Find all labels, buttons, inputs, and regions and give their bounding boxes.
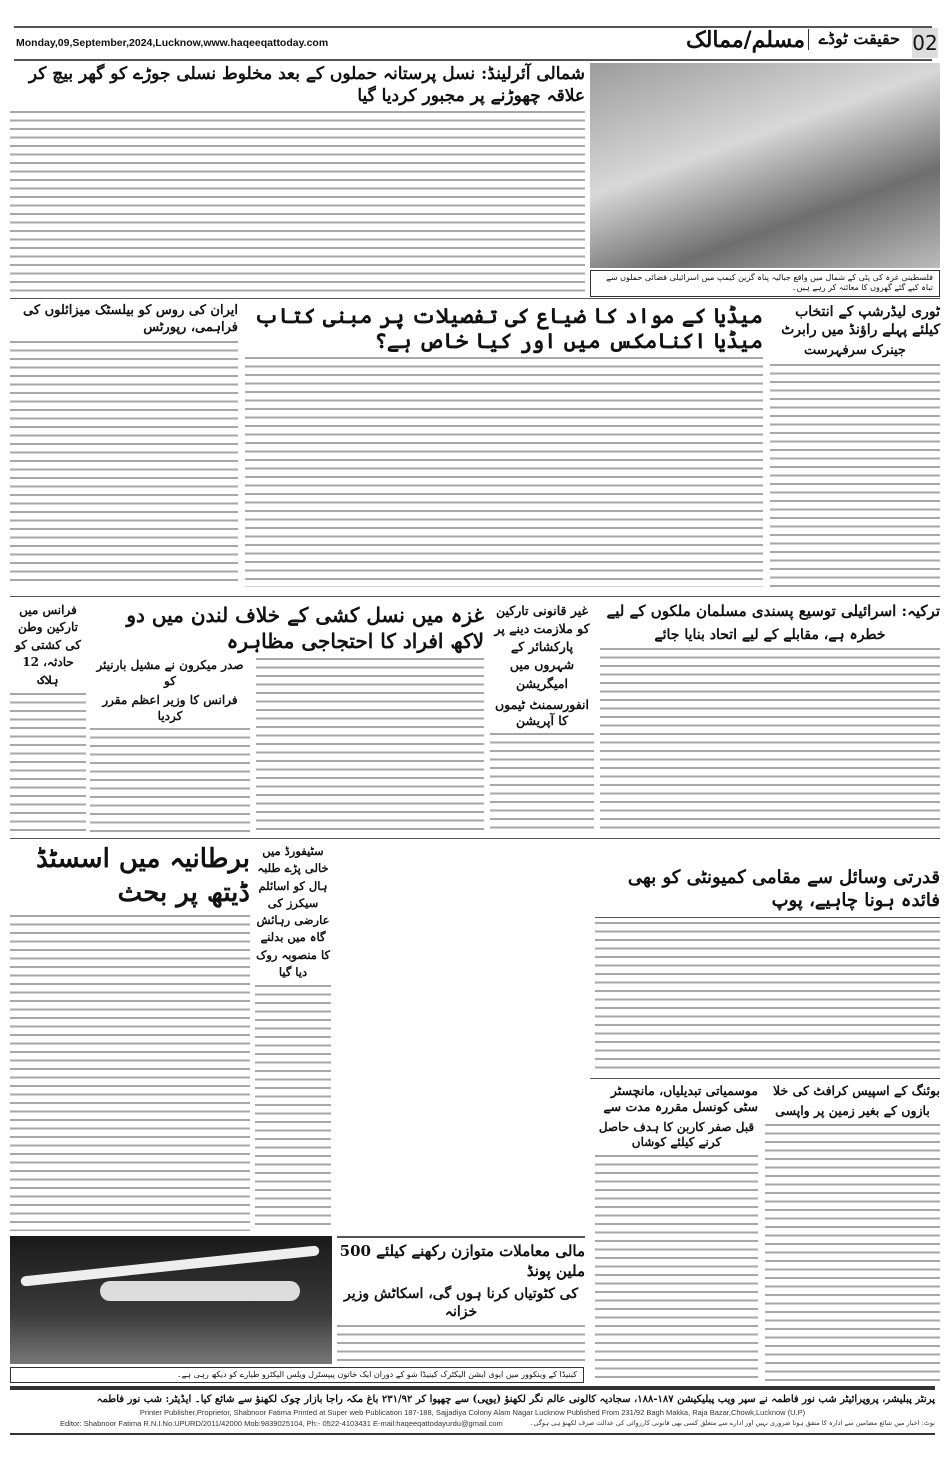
article-body-iran bbox=[10, 341, 238, 587]
article-body-pope bbox=[595, 922, 940, 1072]
header-rule bbox=[14, 59, 932, 61]
masthead-logo: حقیقت ٹوڈے bbox=[808, 29, 900, 50]
subhead-turkey: خطرہ ہے، مقابلے کے لیے اتحاد بنایا جائے bbox=[654, 626, 886, 643]
article-france-boat bbox=[10, 602, 86, 832]
headline-tory: ٹوری لیڈرشپ کے انتخاب کیلئے پہلے راؤنڈ میں رابرٹ bbox=[781, 304, 940, 339]
headline-assisted-death: برطانیہ میں اسسٹڈ ڈیتھ پر بحث bbox=[36, 844, 250, 908]
gaza-rubble-photo bbox=[590, 63, 940, 268]
subhead-immigration: انفورسمنٹ ٹیموں کا آپریشن bbox=[495, 696, 589, 728]
article-pope bbox=[595, 866, 940, 1072]
article-body-finance bbox=[337, 1325, 585, 1364]
article-boeing bbox=[765, 1083, 940, 1383]
article-body-france-pm bbox=[90, 728, 250, 832]
headline-gaza-protest: غزہ میں نسل کشی کے خلاف لندن میں دو لاکھ افراد کا احتجاجی مظاہرہ bbox=[126, 603, 484, 653]
headline-france-pm: صدر میکرون نے مشیل بارنیئر کو bbox=[96, 658, 244, 688]
headline-turkey: ترکیہ: اسرائیلی توسیع پسندی مسلمان ملکوں کے لیے bbox=[606, 602, 940, 620]
footer-note: نوٹ: اخبار میں شائع مضامین سے ادارہ کا متفق ہونا ضروری نہیں اور ادارے سے متعلق کسی بھی قانونی کارروائی کی عدالت صرف لکھنؤ ہی ہوگی۔ bbox=[529, 1419, 935, 1427]
article-body-immigration bbox=[490, 733, 594, 832]
gaza-protest-row bbox=[90, 658, 484, 832]
airplane-fuselage bbox=[100, 1281, 300, 1301]
headline-pope: قدرتی وسائل سے مقامی کمیونٹی کو بھی فائدہ ہونا چاہیے، پوپ bbox=[627, 867, 940, 912]
subhead-tory: جینرک سرفہرست bbox=[804, 343, 906, 359]
page-number: 02 bbox=[912, 28, 938, 58]
headline-france-boat: فرانس میں تارکین وطن کی کشتی کو حادثہ، 12 ہلاک bbox=[14, 603, 82, 687]
article-body-turkey bbox=[600, 648, 940, 832]
article-body-media bbox=[245, 357, 763, 587]
article-immigration bbox=[490, 602, 594, 832]
headline-manchester: موسمیاتی تبدیلیاں، مانچسٹر سٹی کونسل مقررہ مدت سے bbox=[603, 1083, 758, 1115]
article-manchester bbox=[595, 1083, 758, 1383]
footer-bottom-row bbox=[10, 1419, 935, 1428]
footer-rule bbox=[10, 1386, 935, 1390]
article-body-boeing bbox=[765, 1124, 940, 1384]
article-ireland bbox=[10, 63, 585, 294]
divider bbox=[10, 298, 940, 299]
bottom-rule bbox=[10, 1433, 935, 1435]
footer-urdu-imprint: پرنٹر پبلیشر، پروپرائیٹر شب نور فاطمہ نے سپر ویب پبلیکیشن ۱۸۷-۱۸۸، سجادیہ کالونی عالم نگر لکھنؤ (یوپی) سے چھپوا کر ۲۳۱/۹۲ باغ مکہ راجا بازار چوک لکھنؤ سے شائع کیا۔ ایڈیٹر: شب نور فاطمہ bbox=[96, 1394, 935, 1405]
headline-finance: مالی معاملات متوازن رکھنے کیلئے 500 ملین پونڈ bbox=[339, 1242, 585, 1280]
article-turkey bbox=[600, 602, 940, 832]
divider bbox=[10, 838, 940, 839]
plane-photo-caption: کینیڈا کے وینکوور میں ایوی ایشن الیکٹرک کینیڈا شو کے دوران ایک خاتون پیپسٹرل ویلس الیکٹرو طیارے کو دیکھ رہی ہے۔ bbox=[10, 1367, 584, 1383]
article-media bbox=[245, 303, 763, 587]
divider bbox=[595, 917, 940, 918]
article-body-france-boat bbox=[10, 693, 86, 832]
headline-ireland: شمالی آئرلینڈ: نسل پرستانہ حملوں کے بعد مخلوط نسلی جوڑے کو گھر بیچ کر علاقہ چھوڑنے پر مجبور کردیا گیا bbox=[28, 64, 585, 107]
headline-stanford: سٹیفورڈ میں خالی پڑے طلبہ ہال کو اسائلم سیکرز کی عارضی رہائش گاہ میں بدلنے کا منصوبہ روک دیا گیا bbox=[256, 844, 330, 979]
article-finance bbox=[337, 1236, 585, 1364]
section-title: مسلم/ممالک bbox=[686, 27, 805, 53]
article-body-tory bbox=[770, 364, 940, 587]
subhead-france-pm: فرانس کا وزیر اعظم مقرر کردیا bbox=[102, 693, 238, 723]
divider bbox=[590, 1078, 940, 1079]
headline-boeing: بوئنگ کے اسپیس کرافٹ کی خلا bbox=[773, 1083, 940, 1098]
article-stanford bbox=[255, 843, 331, 1231]
article-iran bbox=[10, 303, 238, 587]
airplane-photo bbox=[10, 1236, 332, 1364]
article-tory bbox=[770, 303, 940, 587]
article-france-pm bbox=[90, 658, 250, 832]
headline-media: میڈیا کے مواد کا ضیاع کی تفصیلات پر مبنی کتاب میڈیا اکنامکس میں اور کیا خاص ہے؟ bbox=[254, 303, 763, 354]
headline-iran: ایران کی روس کو بیلسٹک میزائلوں کی فراہمی، رپورٹس bbox=[23, 303, 238, 335]
article-body-ireland bbox=[10, 111, 585, 294]
headline-immigration: غیر قانونی تارکین کو ملازمت دینے پر پارکشائر کے شہروں میں امیگریشن bbox=[494, 603, 590, 691]
article-body-gaza-protest bbox=[256, 658, 484, 832]
footer-editor-line: Editor: Shabnoor Fatima R.N.I.No.UPURD/2011/42000 Mob:9839025104, Ph:- 0522-4103431 E-mail:haqeeqattodayurdu@gmail.com bbox=[60, 1419, 503, 1428]
article-body-manchester bbox=[595, 1155, 758, 1383]
subhead-manchester: قبل صفر کاربن کا ہدف حاصل کرنے کیلئے کوشاں bbox=[598, 1119, 755, 1150]
dateline: Monday,09,September,2024,Lucknow,www.haqeeqattoday.com bbox=[16, 37, 329, 49]
footer-english-imprint: Printer Publisher,Proprietor, Shabnoor Fatima Printed at Super web Publication 187-188, Sajjadiya Colony Alam Nagar Lucknow Published From 231/92 Bagh Makka, Raja Bazar,Chowk,Lucknow (U.P) bbox=[139, 1408, 806, 1417]
footer bbox=[10, 1393, 935, 1435]
article-gaza-protest bbox=[90, 602, 484, 832]
divider bbox=[10, 596, 940, 597]
photo-caption: فلسطینی غزہ کی پٹی کے شمال میں واقع جبالیہ پناہ گزین کیمپ میں اسرائیلی فضائی حملوں سے تباہ کیے گئے گھروں کا معائنہ کر رہے ہیں۔ bbox=[590, 270, 940, 297]
subhead-boeing: بازوں کے بغیر زمین پر واپسی bbox=[775, 1103, 930, 1119]
article-assisted-death bbox=[10, 843, 250, 1231]
article-body-assisted-death bbox=[10, 915, 250, 1231]
article-body-stanford bbox=[255, 985, 331, 1231]
subhead-finance: کی کٹوتیاں کرنا ہوں گی، اسکاٹش وزیر خزانہ bbox=[344, 1286, 578, 1321]
divider bbox=[337, 1236, 585, 1238]
